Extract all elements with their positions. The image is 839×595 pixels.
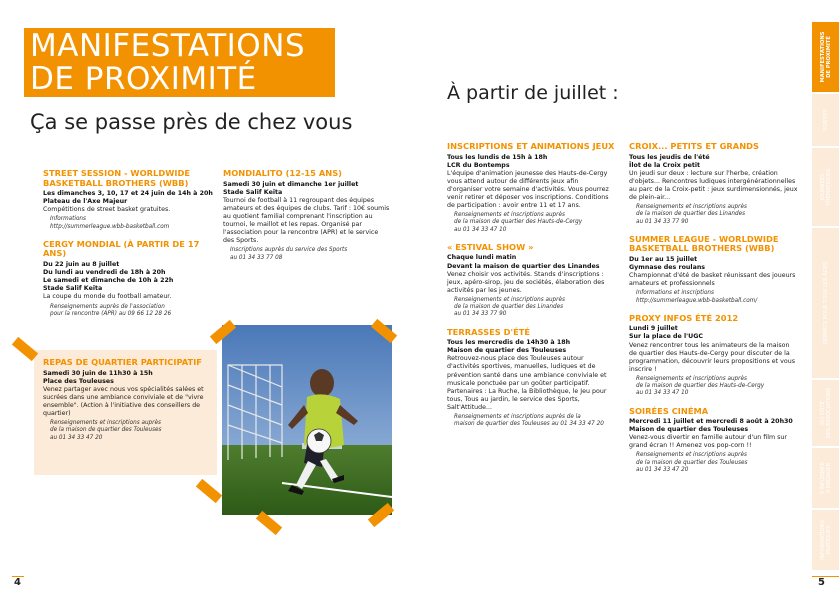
tab-journees[interactable] [812,148,839,226]
page-title-line1: MANIFESTATIONS [30,28,306,64]
event-info-line: de la maison de quartier des Hauts-de-Cergy [636,383,765,390]
event-place: Plateau de l'Axe Majeur [43,198,128,206]
event-dates: Samedi 30 juin et dimanche 1er juillet [223,180,359,188]
event-place: Place des Touleuses [43,377,114,385]
event-place: Maison de quartier des Touleuses [447,347,567,355]
event-place: Stade Salif Keïta [223,188,283,196]
right-column-1 [447,142,615,437]
event-title: CROIX... PETITS ET GRANDS [629,141,760,151]
event-title: MONDIALITO (12-15 ANS) [223,168,342,178]
event-info-line: au 01 34 33 47 10 [636,390,689,397]
inscriptions-event [447,142,615,234]
event-title: INSCRIPTIONS ET ANIMATIONS JEUX [447,141,615,151]
event-title: SOIRÉES CINÉMA [629,405,709,416]
footer-rule-right [812,576,839,577]
event-hours: Le samedi et dimanche de 10h à 22h [43,277,174,285]
tab-label-line: S'INFORMER [819,461,826,495]
event-info-line: de la maison de quartier des Linandes [636,211,746,218]
cergy-mondial-event [43,240,215,318]
event-place: Sur la place de l'UGC [629,333,703,341]
event-title: SUMMER LEAGUE - WORLDWIDE BASKETBALL BROTHERS (WBB) [629,233,779,254]
tab-label-line: DES ASSOCIATIONS [825,387,832,439]
event-info-line: Renseignements et inscriptions auprès [50,420,161,427]
tape-decoration [196,479,222,503]
proxy-infos-event [629,314,799,398]
tab-departs[interactable] [812,228,839,378]
tab-label-line: MANIFESTATIONS [819,31,826,83]
event-description: La coupe du monde du football amateur. [43,293,172,301]
event-title: CERGY MONDIAL (À PARTIR DE 17 ANS) [43,238,200,259]
event-info-line: de la maison de quartier des Touleuses [636,459,748,466]
event-info-url[interactable]: http://summerleague.wbb-basketball.com/ [636,297,758,304]
event-hours: Du lundi au vendredi de 18h à 20h [43,269,166,277]
event-info-line: au 01 34 33 47 20 [50,434,103,441]
event-description: Championnat d'été de basket réunissant des joueurs amateurs et professionnels [629,272,796,288]
event-info-line: Renseignements et inscriptions auprès [636,452,747,459]
event-description: Venez choisir vos activités. Stands d'inscriptions : jeux, apéro-sirop, jeu de sociétés, élaboration des activités par les jeunes. [447,270,605,294]
tab-label-line: INFORMATIONS [819,520,826,560]
event-info-line: au 01 34 33 77 90 [636,218,689,225]
event-dates: Tous les jeudis de l'été [629,153,710,161]
event-dates: Tous les lundis de 15h à 18h [447,153,548,161]
event-info-line: de la maison de quartier des Hauts-de-Cergy [454,219,583,226]
event-description: Retrouvez-nous place des Touleuses autour d'activités sportives, manuelles, ludiques et de prévention santé dans une ambiance conviviale et musicale ponctuée par un goûter participatif. Partenaires : La Ruche, la Bibliothèque, le Jeu pour tous, Tous au jardin, le service des Sports, Salt'Attitude... [447,355,607,411]
event-place: Gymnase des roulans [629,264,706,272]
tab-label-line: SORTIES [822,109,829,131]
event-place: LCR du Bontemps [447,161,510,169]
event-dates: Chaque lundi matin [447,254,517,262]
event-info-line: pour la rencontre (APR) au 09 66 12 28 26 [50,310,172,317]
event-info-line: au 01 34 33 77 90 [454,311,507,318]
tab-label-line: DU CÔTÉ [819,401,826,425]
event-info-line: de la maison de quartier des Linandes [454,304,564,311]
event-info-line: Informations [50,216,86,223]
tab-manifestations[interactable] [812,22,839,92]
tab-informations[interactable] [812,510,839,570]
event-description: Venez rencontrer tous les animateurs de la maison de quartier des Hauts-de-Cergy pour discuter de la programmation, découvrir leurs propositions et vous inscrire ! [629,341,795,373]
event-info-line: au 01 34 33 77 08 [230,254,283,261]
tab-label-line: S'ENGAGER [825,462,832,494]
page-number-left: 4 [14,577,21,588]
event-place: Devant la maison de quartier des Linandes [447,262,600,270]
page-title-line2: DE PROXIMITÉ [30,61,257,97]
event-description: Compétitions de street basket gratuites. [43,206,171,214]
estival-show-event [447,243,615,319]
cinema-event [629,407,799,475]
event-dates: Lundi 9 juillet [629,325,678,333]
event-title: PROXY INFOS ÉTÉ 2012 [629,312,739,323]
tab-label-line: DÉPARTS POUR TOUS LES ÂGES [822,261,829,345]
summer-league-event [629,235,799,305]
right-column-2 [629,142,799,483]
event-info-line: Renseignements et inscriptions auprès [636,204,747,211]
event-info-line: Renseignements et inscriptions auprès de la [454,413,581,420]
repas-event [43,358,211,442]
event-info-line: maison de quartier des Touleuses au 01 34 33 47 20 [454,421,604,428]
event-dates: Du 22 juin au 8 juillet [43,261,120,269]
event-place: Stade Salif Keïta [43,285,103,293]
tab-label-line: THÉMATIQUES [825,168,832,206]
event-title: STREET SESSION - WORLDWIDE BASKETBALL BROTHERS (WBB) [43,168,190,188]
event-info-url[interactable]: http://summerleague.wbb-basketball.com [50,223,170,230]
tab-informer[interactable] [812,448,839,508]
page-subtitle: Ça se passe près de chez vous [30,110,353,134]
football-photo [222,325,392,515]
tab-label-line: JOURNÉES [819,173,826,201]
event-place: Maison de quartier des Touleuses [629,426,749,434]
event-dates: Samedi 30 juin de 11h30 à 15h [43,369,153,377]
tape-decoration [12,337,38,361]
event-dates: Les dimanches 3, 10, 17 et 24 juin de 14h à 20h [43,190,213,198]
tab-label-line: DE PROXIMITÉ [825,36,832,78]
event-description: L'équipe d'animation jeunesse des Hauts-de-Cergy vous attend autour de différents jeux afin d'organiser votre semaine d'activités. Vous pourrez venir retirer et déposer vos inscriptions. Conditions de participation : avoir entre 11 et 17 ans. [447,169,609,210]
event-info-line: Inscriptions auprès du service des Sports [230,247,348,254]
tab-associations[interactable] [812,380,839,446]
left-column-1 [43,169,215,327]
event-title: TERRASSES D'ÉTÉ [447,326,531,337]
event-info-line: Renseignements et inscriptions auprès [454,296,565,303]
right-page-heading: À partir de juillet : [447,82,619,104]
tab-label-line: PRATIQUES [825,525,832,555]
section-sidebar [812,0,839,595]
event-description: Un jeudi sur deux : lecture sur l'herbe, création d'objets... Rencontres ludiques intergénérationnelles au parc de la Croix-petit : jeux surdimensionnés, jeux de plein-air... [629,169,798,202]
football-player-illustration [222,325,392,515]
event-info-line: Renseignements et inscriptions auprès [636,375,747,382]
event-info-line: de la maison de quartier des Touleuses [50,427,162,434]
event-place: Îlot de la Croix petit [629,161,701,169]
event-info-line: au 01 34 33 47 20 [636,466,689,473]
event-info-line: au 01 34 33 47 10 [454,226,507,233]
event-info-line: Informations et inscriptions [636,290,714,297]
event-dates: Du 1er au 15 juillet [629,255,698,263]
event-info-line: Renseignements auprès de l'association [50,303,165,310]
event-description: Tournoi de football à 11 regroupant des équipes amateurs et des équipes de clubs. Tarif : 10€ soumis au quotient familial comprenant l'inscription au tournoi, le maillot et les repas. Organisé par l'association pour la rencontre (APR) et le service des Sports. [223,196,390,245]
event-info-line: Renseignements et inscriptions auprès [454,212,565,219]
page-number-right: 5 [818,577,825,588]
event-dates: Mercredi 11 juillet et mercredi 8 août à 20h30 [629,418,793,426]
croix-event [629,142,799,226]
tab-sorties[interactable] [812,94,839,146]
terrasses-event [447,328,615,429]
event-title: « ESTIVAL SHOW » [447,241,534,252]
event-description: Venez-vous divertir en famille autour d'un film sur grand écran !! Amenez vos pop-corn !! [629,434,787,450]
event-title: REPAS DE QUARTIER PARTICIPATIF [43,357,202,367]
event-description: Venez partager avec nous vos spécialités salées et sucrées dans une ambiance conviviale et de "vivre ensemble". (Action à l'initiative des conseillers de quartier) [43,385,204,418]
event-dates: Tous les mercredis de 14h30 à 18h [447,339,571,347]
mondialito-event [223,169,391,262]
street-session-event [43,169,215,231]
